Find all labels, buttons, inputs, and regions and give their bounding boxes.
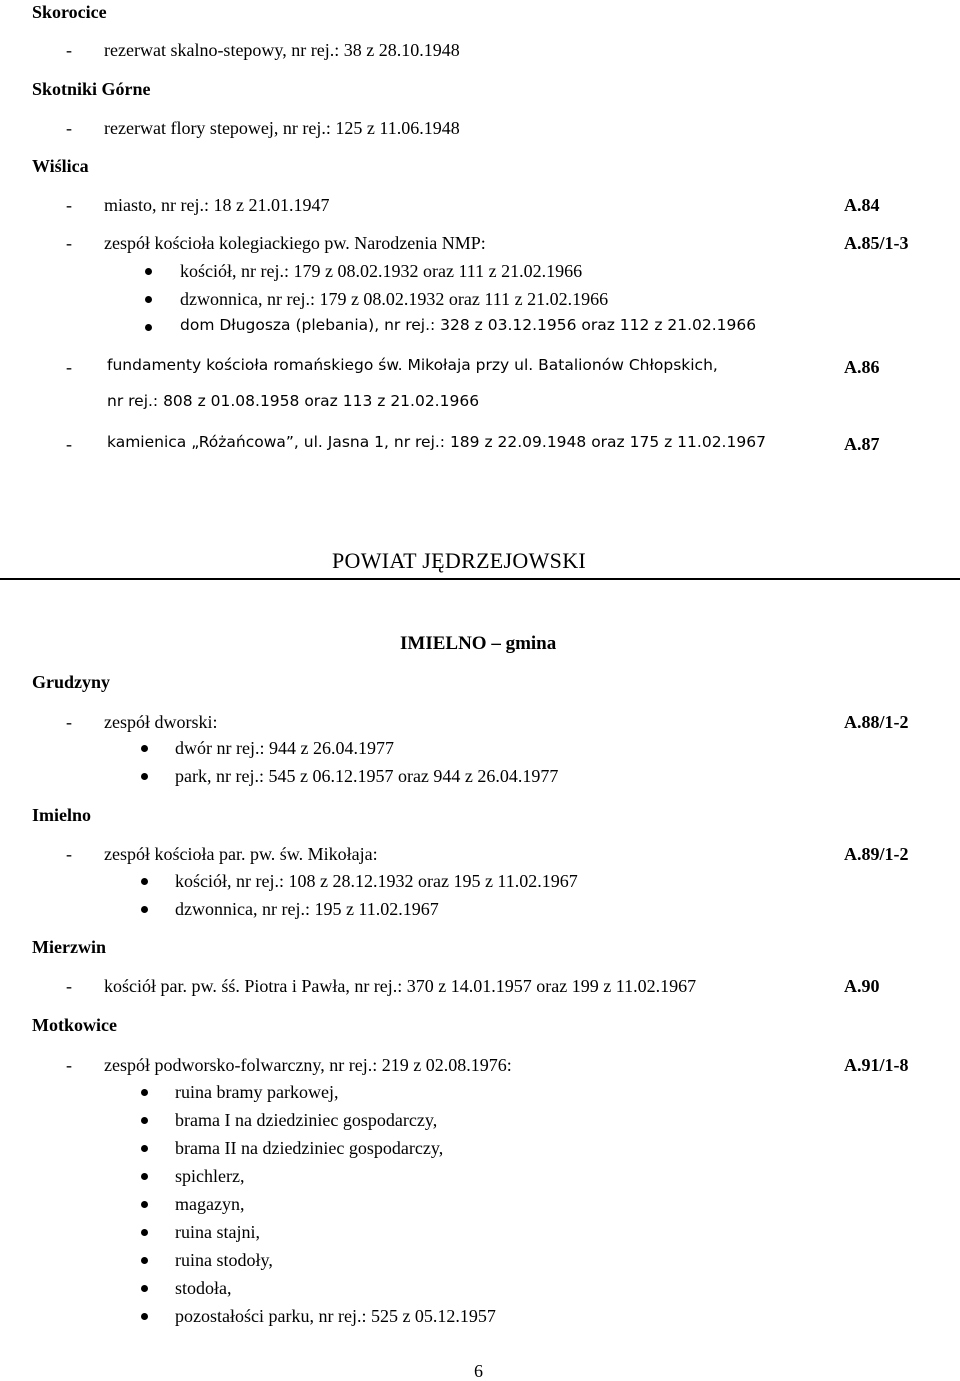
bullet-icon (141, 1173, 148, 1180)
bullet-icon (145, 268, 152, 275)
bullet-icon (141, 878, 148, 885)
sub-list-item: magazyn, (175, 1194, 245, 1214)
bullet-icon (141, 1145, 148, 1152)
bullet-icon (141, 1117, 148, 1124)
list-item: zespół kościoła kolegiackiego pw. Narodzenia NMP: (104, 233, 486, 253)
list-dash: - (66, 40, 72, 60)
list-item: fundamenty kościoła romańskiego św. Mikołaja przy ul. Batalionów Chłopskich, (107, 356, 718, 374)
list-dash: - (66, 712, 72, 732)
register-code: A.88/1-2 (844, 712, 909, 732)
list-item: zespół podworsko-folwarczny, nr rej.: 219 z 02.08.1976: (104, 1055, 512, 1075)
sub-list-item: dzwonnica, nr rej.: 195 z 11.02.1967 (175, 899, 439, 919)
county-title: POWIAT JĘDRZEJOWSKI (332, 548, 587, 573)
sub-list-item: brama I na dziedziniec gospodarczy, (175, 1110, 438, 1130)
commune-title: IMIELNO – gmina (400, 633, 557, 654)
register-code: A.84 (844, 195, 880, 215)
locality-heading-mierzwin: Mierzwin (32, 937, 106, 957)
divider (0, 578, 960, 580)
list-item: rezerwat flory stepowej, nr rej.: 125 z 11.06.1948 (104, 118, 460, 138)
list-dash: - (66, 195, 72, 215)
list-dash: - (66, 118, 72, 138)
sub-list-item: park, nr rej.: 545 z 06.12.1957 oraz 944 z 26.04.1977 (175, 766, 559, 786)
list-item: miasto, nr rej.: 18 z 21.01.1947 (104, 195, 330, 215)
bullet-icon (141, 745, 148, 752)
register-code: A.90 (844, 976, 880, 996)
list-dash: - (66, 233, 72, 253)
list-item: zespół dworski: (104, 712, 218, 732)
sub-list-item: dwór nr rej.: 944 z 26.04.1977 (175, 738, 394, 758)
list-dash: - (66, 976, 72, 996)
list-dash: - (66, 844, 72, 864)
page-number: 6 (474, 1361, 483, 1381)
bullet-icon (141, 1285, 148, 1292)
list-item-continuation: nr rej.: 808 z 01.08.1958 oraz 113 z 21.02.1966 (107, 392, 480, 410)
bullet-icon (141, 773, 148, 780)
register-code: A.91/1-8 (844, 1055, 909, 1075)
locality-heading-grudzyny: Grudzyny (32, 672, 111, 692)
sub-list-item: spichlerz, (175, 1166, 245, 1186)
bullet-icon (141, 906, 148, 913)
bullet-icon (141, 1089, 148, 1096)
sub-list-item: stodoła, (175, 1278, 232, 1298)
register-code: A.86 (844, 357, 880, 377)
sub-list-item: dom Długosza (plebania), nr rej.: 328 z 03.12.1956 oraz 112 z 21.02.1966 (180, 316, 757, 334)
sub-list-item: ruina stodoły, (175, 1250, 273, 1270)
sub-list-item: ruina bramy parkowej, (175, 1082, 339, 1102)
locality-heading-imielno: Imielno (32, 805, 92, 825)
bullet-icon (141, 1201, 148, 1208)
sub-list-item: brama II na dziedziniec gospodarczy, (175, 1138, 444, 1158)
locality-heading-motkowice: Motkowice (32, 1015, 117, 1035)
list-item: kościół par. pw. śś. Piotra i Pawła, nr rej.: 370 z 14.01.1957 oraz 199 z 11.02.1967 (104, 976, 697, 996)
sub-list-item: ruina stajni, (175, 1222, 260, 1242)
sub-list-item: kościół, nr rej.: 108 z 28.12.1932 oraz 195 z 11.02.1967 (175, 871, 578, 891)
locality-heading-skotniki: Skotniki Górne (32, 79, 151, 99)
register-code: A.89/1-2 (844, 844, 909, 864)
locality-heading-wislica: Wiślica (32, 156, 89, 176)
list-item: zespół kościoła par. pw. św. Mikołaja: (104, 844, 378, 864)
bullet-icon (141, 1229, 148, 1236)
locality-heading-skorocice: Skorocice (32, 2, 107, 22)
register-code: A.85/1-3 (844, 233, 909, 253)
list-dash: - (66, 357, 72, 377)
sub-list-item: pozostałości parku, nr rej.: 525 z 05.12.1957 (175, 1306, 496, 1326)
bullet-icon (141, 1257, 148, 1264)
bullet-icon (141, 1313, 148, 1320)
list-dash: - (66, 1055, 72, 1075)
list-item: kamienica „Różańcowa”, ul. Jasna 1, nr rej.: 189 z 22.09.1948 oraz 175 z 11.02.1967 (107, 433, 766, 451)
sub-list-item: dzwonnica, nr rej.: 179 z 08.02.1932 oraz 111 z 21.02.1966 (180, 289, 609, 309)
sub-list-item: kościół, nr rej.: 179 z 08.02.1932 oraz 111 z 21.02.1966 (180, 261, 583, 281)
bullet-icon (145, 324, 152, 331)
register-code: A.87 (844, 434, 880, 454)
bullet-icon (145, 296, 152, 303)
list-dash: - (66, 434, 72, 454)
list-item: rezerwat skalno-stepowy, nr rej.: 38 z 28.10.1948 (104, 40, 460, 60)
